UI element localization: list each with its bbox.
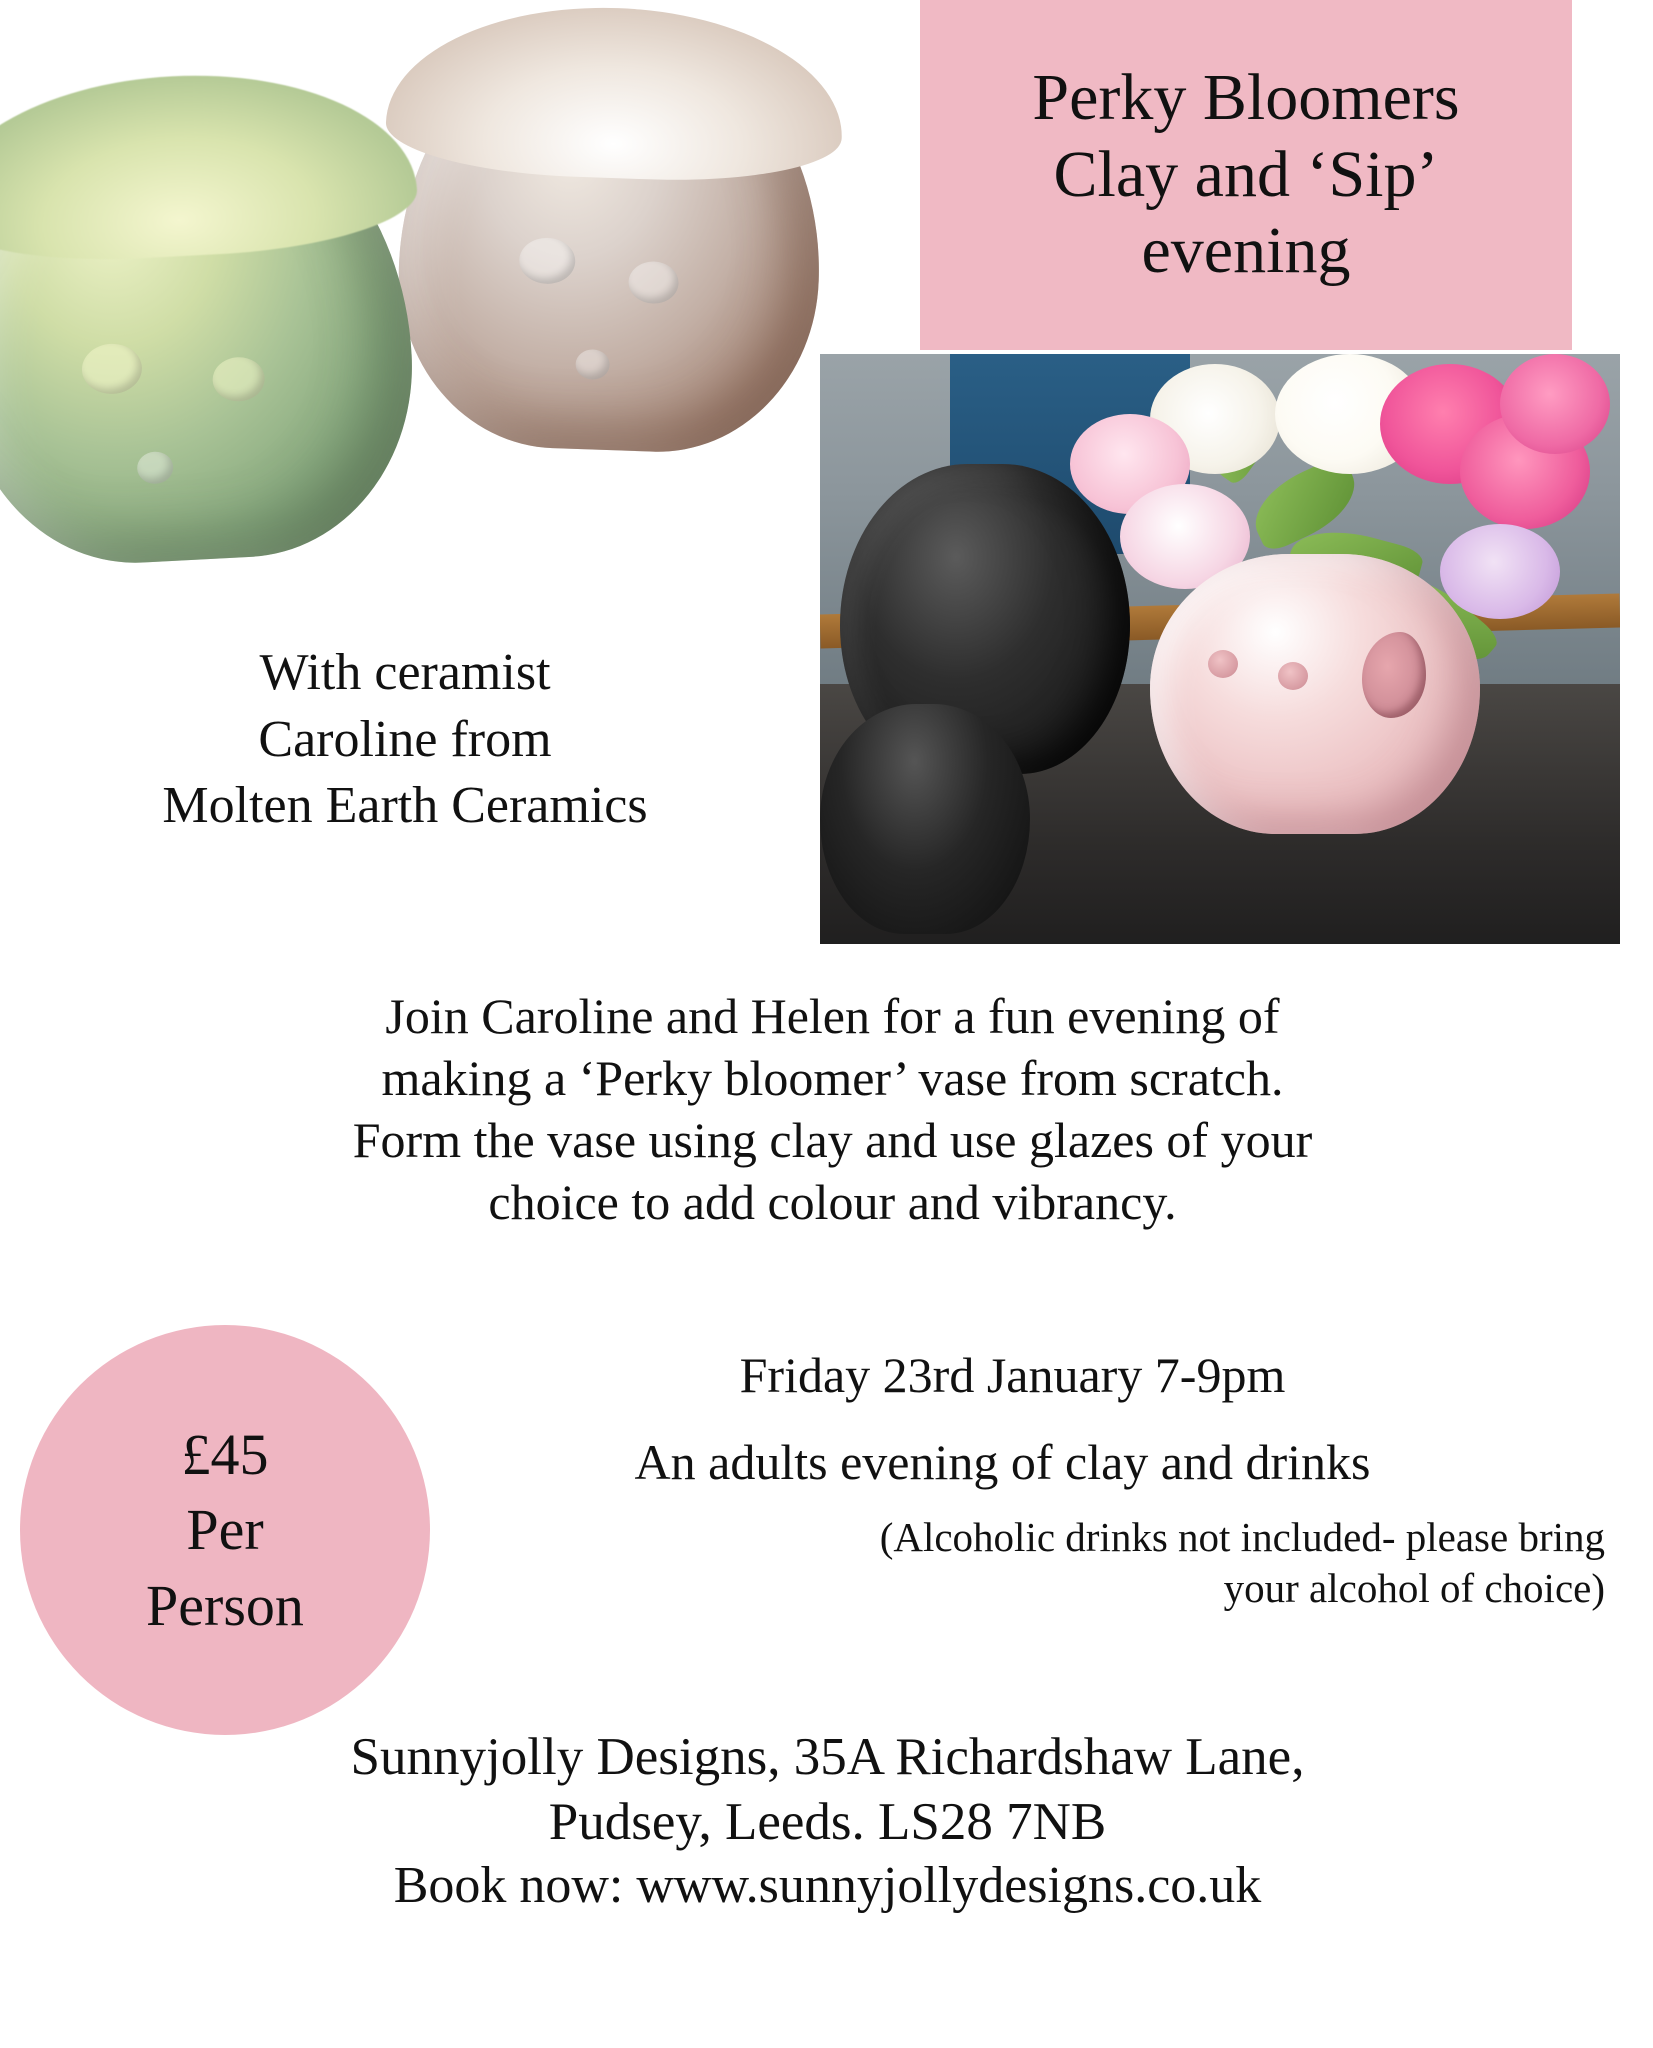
ceramist-line-3: Molten Earth Ceramics bbox=[162, 777, 648, 835]
vase-detail bbox=[628, 261, 679, 305]
description-line-1: Join Caroline and Helen for a fun evening of bbox=[385, 988, 1280, 1044]
flower-pink bbox=[1500, 354, 1610, 454]
price-amount: £45 bbox=[181, 1421, 269, 1487]
vase-ruffle-rim bbox=[0, 64, 420, 269]
title-line-1: Perky Bloomers bbox=[1032, 61, 1460, 135]
alcohol-note-line-2: your alcohol of choice) bbox=[1223, 1565, 1605, 1612]
alcohol-note-line-1: (Alcoholic drinks not included- please bring bbox=[879, 1514, 1605, 1560]
title-line-3: evening bbox=[1141, 214, 1351, 288]
photo-vases-with-flowers bbox=[820, 354, 1620, 944]
clay-vase-green bbox=[0, 89, 422, 572]
description-line-3: Form the vase using clay and use glazes of your bbox=[352, 1112, 1313, 1168]
event-adults-note: An adults evening of clay and drinks bbox=[634, 1434, 1371, 1490]
price-badge bbox=[20, 1325, 430, 1735]
vase-detail bbox=[575, 349, 610, 380]
event-alcohol-note bbox=[420, 1512, 1605, 1615]
vase-detail bbox=[1208, 650, 1238, 678]
vase-detail bbox=[1278, 662, 1308, 690]
page-title bbox=[1018, 60, 1473, 290]
poster-title-block bbox=[920, 0, 1572, 350]
vase-detail bbox=[81, 342, 144, 395]
flower-lilac bbox=[1440, 524, 1560, 619]
vase-ruffle-rim bbox=[384, 0, 846, 186]
ceramist-line-2: Caroline from bbox=[258, 710, 552, 768]
venue-address-line-2: Pudsey, Leeds. LS28 7NB bbox=[548, 1792, 1107, 1851]
pink-bloomer-vase bbox=[1150, 554, 1480, 834]
title-line-2: Clay and ‘Sip’ bbox=[1053, 137, 1439, 211]
vase-ear-detail bbox=[1362, 632, 1426, 718]
venue-and-booking bbox=[40, 1725, 1615, 1918]
price-person: Person bbox=[146, 1572, 304, 1638]
clay-vase-tan bbox=[393, 23, 827, 457]
ceramist-credit bbox=[0, 640, 810, 840]
ceramist-line-1: With ceramist bbox=[259, 644, 551, 701]
event-date: Friday 23rd January 7-9pm bbox=[739, 1347, 1286, 1403]
photo-clay-vases bbox=[0, 0, 930, 630]
event-description bbox=[60, 985, 1605, 1233]
vase-detail bbox=[136, 451, 174, 485]
vase-detail bbox=[212, 356, 266, 403]
black-bloomer-vase-second bbox=[820, 704, 1030, 934]
vase-detail bbox=[518, 237, 576, 285]
venue-address-line-1: Sunnyjolly Designs, 35A Richardshaw Lane, bbox=[350, 1728, 1305, 1786]
description-line-4: choice to add colour and vibrancy. bbox=[488, 1174, 1177, 1230]
description-line-2: making a ‘Perky bloomer’ vase from scratch. bbox=[381, 1050, 1284, 1106]
booking-link[interactable]: Book now: www.sunnyjollydesigns.co.uk bbox=[393, 1857, 1262, 1915]
price-per: Per bbox=[186, 1497, 264, 1563]
